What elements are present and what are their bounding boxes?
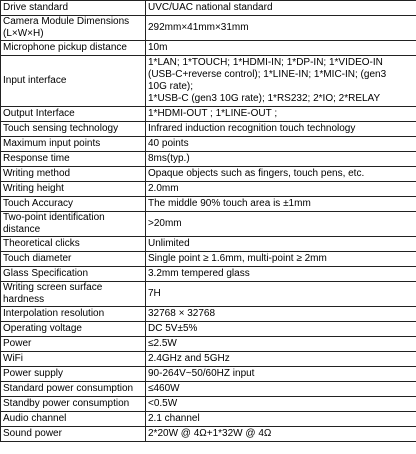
spec-value-line: 2.0mm (148, 183, 179, 194)
table-row (1, 282, 416, 307)
spec-label: Glass Specification (1, 267, 146, 282)
table-row (1, 41, 416, 56)
spec-label: Touch sensing technology (1, 122, 146, 137)
table-row (1, 237, 416, 252)
spec-label: Power supply (1, 367, 146, 382)
spec-value (146, 252, 416, 267)
spec-value (146, 322, 416, 337)
table-row (1, 322, 416, 337)
table-row (1, 197, 416, 212)
table-row (1, 16, 416, 41)
spec-value (146, 41, 416, 56)
spec-value (146, 282, 416, 307)
spec-label: Interpolation resolution (1, 307, 146, 322)
spec-label: Touch diameter (1, 252, 146, 267)
spec-value (146, 307, 416, 322)
spec-label: Maximum input points (1, 137, 146, 152)
spec-value (146, 412, 416, 427)
spec-value (146, 267, 416, 282)
table-row (1, 137, 416, 152)
spec-value-line: (USB-C+reverse control); 1*LINE-IN; 1*MIC-IN; (gen3 (148, 69, 387, 80)
spec-value-line: 2.1 channel (148, 413, 200, 424)
spec-value-line: UVC/UAC national standard (148, 2, 273, 13)
spec-value-line: 32768 × 32768 (148, 308, 216, 319)
spec-value (146, 1, 416, 16)
table-row (1, 122, 416, 137)
table-row (1, 167, 416, 182)
spec-value-line: 7H (148, 288, 161, 299)
spec-value-line: The middle 90% touch area is ±1mm (148, 198, 311, 209)
spec-label: Standby power consumption (1, 397, 146, 412)
table-row (1, 212, 416, 237)
spec-value-line: 1*LAN; 1*TOUCH; 1*HDMI-IN; 1*DP-IN; 1*VIDEO-IN (148, 57, 383, 68)
table-row (1, 152, 416, 167)
spec-value (146, 182, 416, 197)
spec-value-line: Single point ≥ 1.6mm, multi-point ≥ 2mm (148, 253, 327, 264)
spec-value (146, 427, 416, 442)
spec-value-line: Unlimited (148, 238, 190, 249)
spec-value (146, 382, 416, 397)
spec-value-line: 3.2mm tempered glass (148, 268, 250, 279)
spec-table-body (1, 1, 416, 442)
spec-value-line: >20mm (148, 218, 182, 229)
spec-value (146, 367, 416, 382)
table-row (1, 1, 416, 16)
spec-value (146, 337, 416, 352)
spec-value (146, 56, 416, 107)
spec-label: Output Interface (1, 107, 146, 122)
table-row (1, 412, 416, 427)
spec-value-line: 40 points (148, 138, 189, 149)
table-row (1, 367, 416, 382)
spec-value (146, 16, 416, 41)
table-row (1, 427, 416, 442)
spec-value-line: 2*20W @ 4Ω+1*32W @ 4Ω (148, 428, 272, 439)
spec-label: Touch Accuracy (1, 197, 146, 212)
spec-value-line: 8ms(typ.) (148, 153, 190, 164)
spec-value-line: 10G rate); (148, 81, 194, 92)
spec-label: Drive standard (1, 1, 146, 16)
spec-value-line: Infrared induction recognition touch technology (148, 123, 356, 134)
table-row (1, 337, 416, 352)
spec-label: Camera Module Dimensions (L×W×H) (1, 16, 146, 41)
spec-value (146, 237, 416, 252)
table-row (1, 182, 416, 197)
spec-label: Writing screen surface hardness (1, 282, 146, 307)
spec-value (146, 122, 416, 137)
table-row (1, 307, 416, 322)
spec-value (146, 212, 416, 237)
spec-label: Microphone pickup distance (1, 41, 146, 56)
spec-label: Standard power consumption (1, 382, 146, 397)
spec-value (146, 107, 416, 122)
spec-value (146, 167, 416, 182)
spec-value (146, 152, 416, 167)
spec-label: Two-point identification distance (1, 212, 146, 237)
table-row (1, 56, 416, 107)
spec-label: WiFi (1, 352, 146, 367)
spec-label: Response time (1, 152, 146, 167)
table-row (1, 397, 416, 412)
spec-label: Sound power (1, 427, 146, 442)
table-row (1, 252, 416, 267)
table-row (1, 352, 416, 367)
spec-value (146, 137, 416, 152)
spec-label: Writing method (1, 167, 146, 182)
spec-value (146, 397, 416, 412)
spec-label: Writing height (1, 182, 146, 197)
spec-value-line: 292mm×41mm×31mm (148, 22, 249, 33)
spec-value-line: 1*HDMI-OUT ; 1*LINE-OUT ; (148, 108, 278, 119)
table-row (1, 107, 416, 122)
spec-label: Power (1, 337, 146, 352)
spec-value-line: ≤460W (148, 383, 180, 394)
spec-value-line: 10m (148, 42, 168, 53)
spec-label: Operating voltage (1, 322, 146, 337)
spec-value-line: 2.4GHz and 5GHz (148, 353, 230, 364)
spec-value-line: DC 5V±5% (148, 323, 198, 334)
spec-value-line: ≤2.5W (148, 338, 177, 349)
spec-value-line: 90-264V~50/60HZ input (148, 368, 255, 379)
spec-label: Audio channel (1, 412, 146, 427)
spec-label: Theoretical clicks (1, 237, 146, 252)
spec-value-line: Opaque objects such as fingers, touch pens, etc. (148, 168, 365, 179)
table-row (1, 267, 416, 282)
spec-label: Input interface (1, 56, 146, 107)
table-row (1, 382, 416, 397)
spec-value (146, 352, 416, 367)
spec-value (146, 197, 416, 212)
spec-value-line: 1*USB-C (gen3 10G rate); 1*RS232; 2*IO; 2*RELAY (148, 93, 381, 104)
spec-value-line: <0.5W (148, 398, 178, 409)
